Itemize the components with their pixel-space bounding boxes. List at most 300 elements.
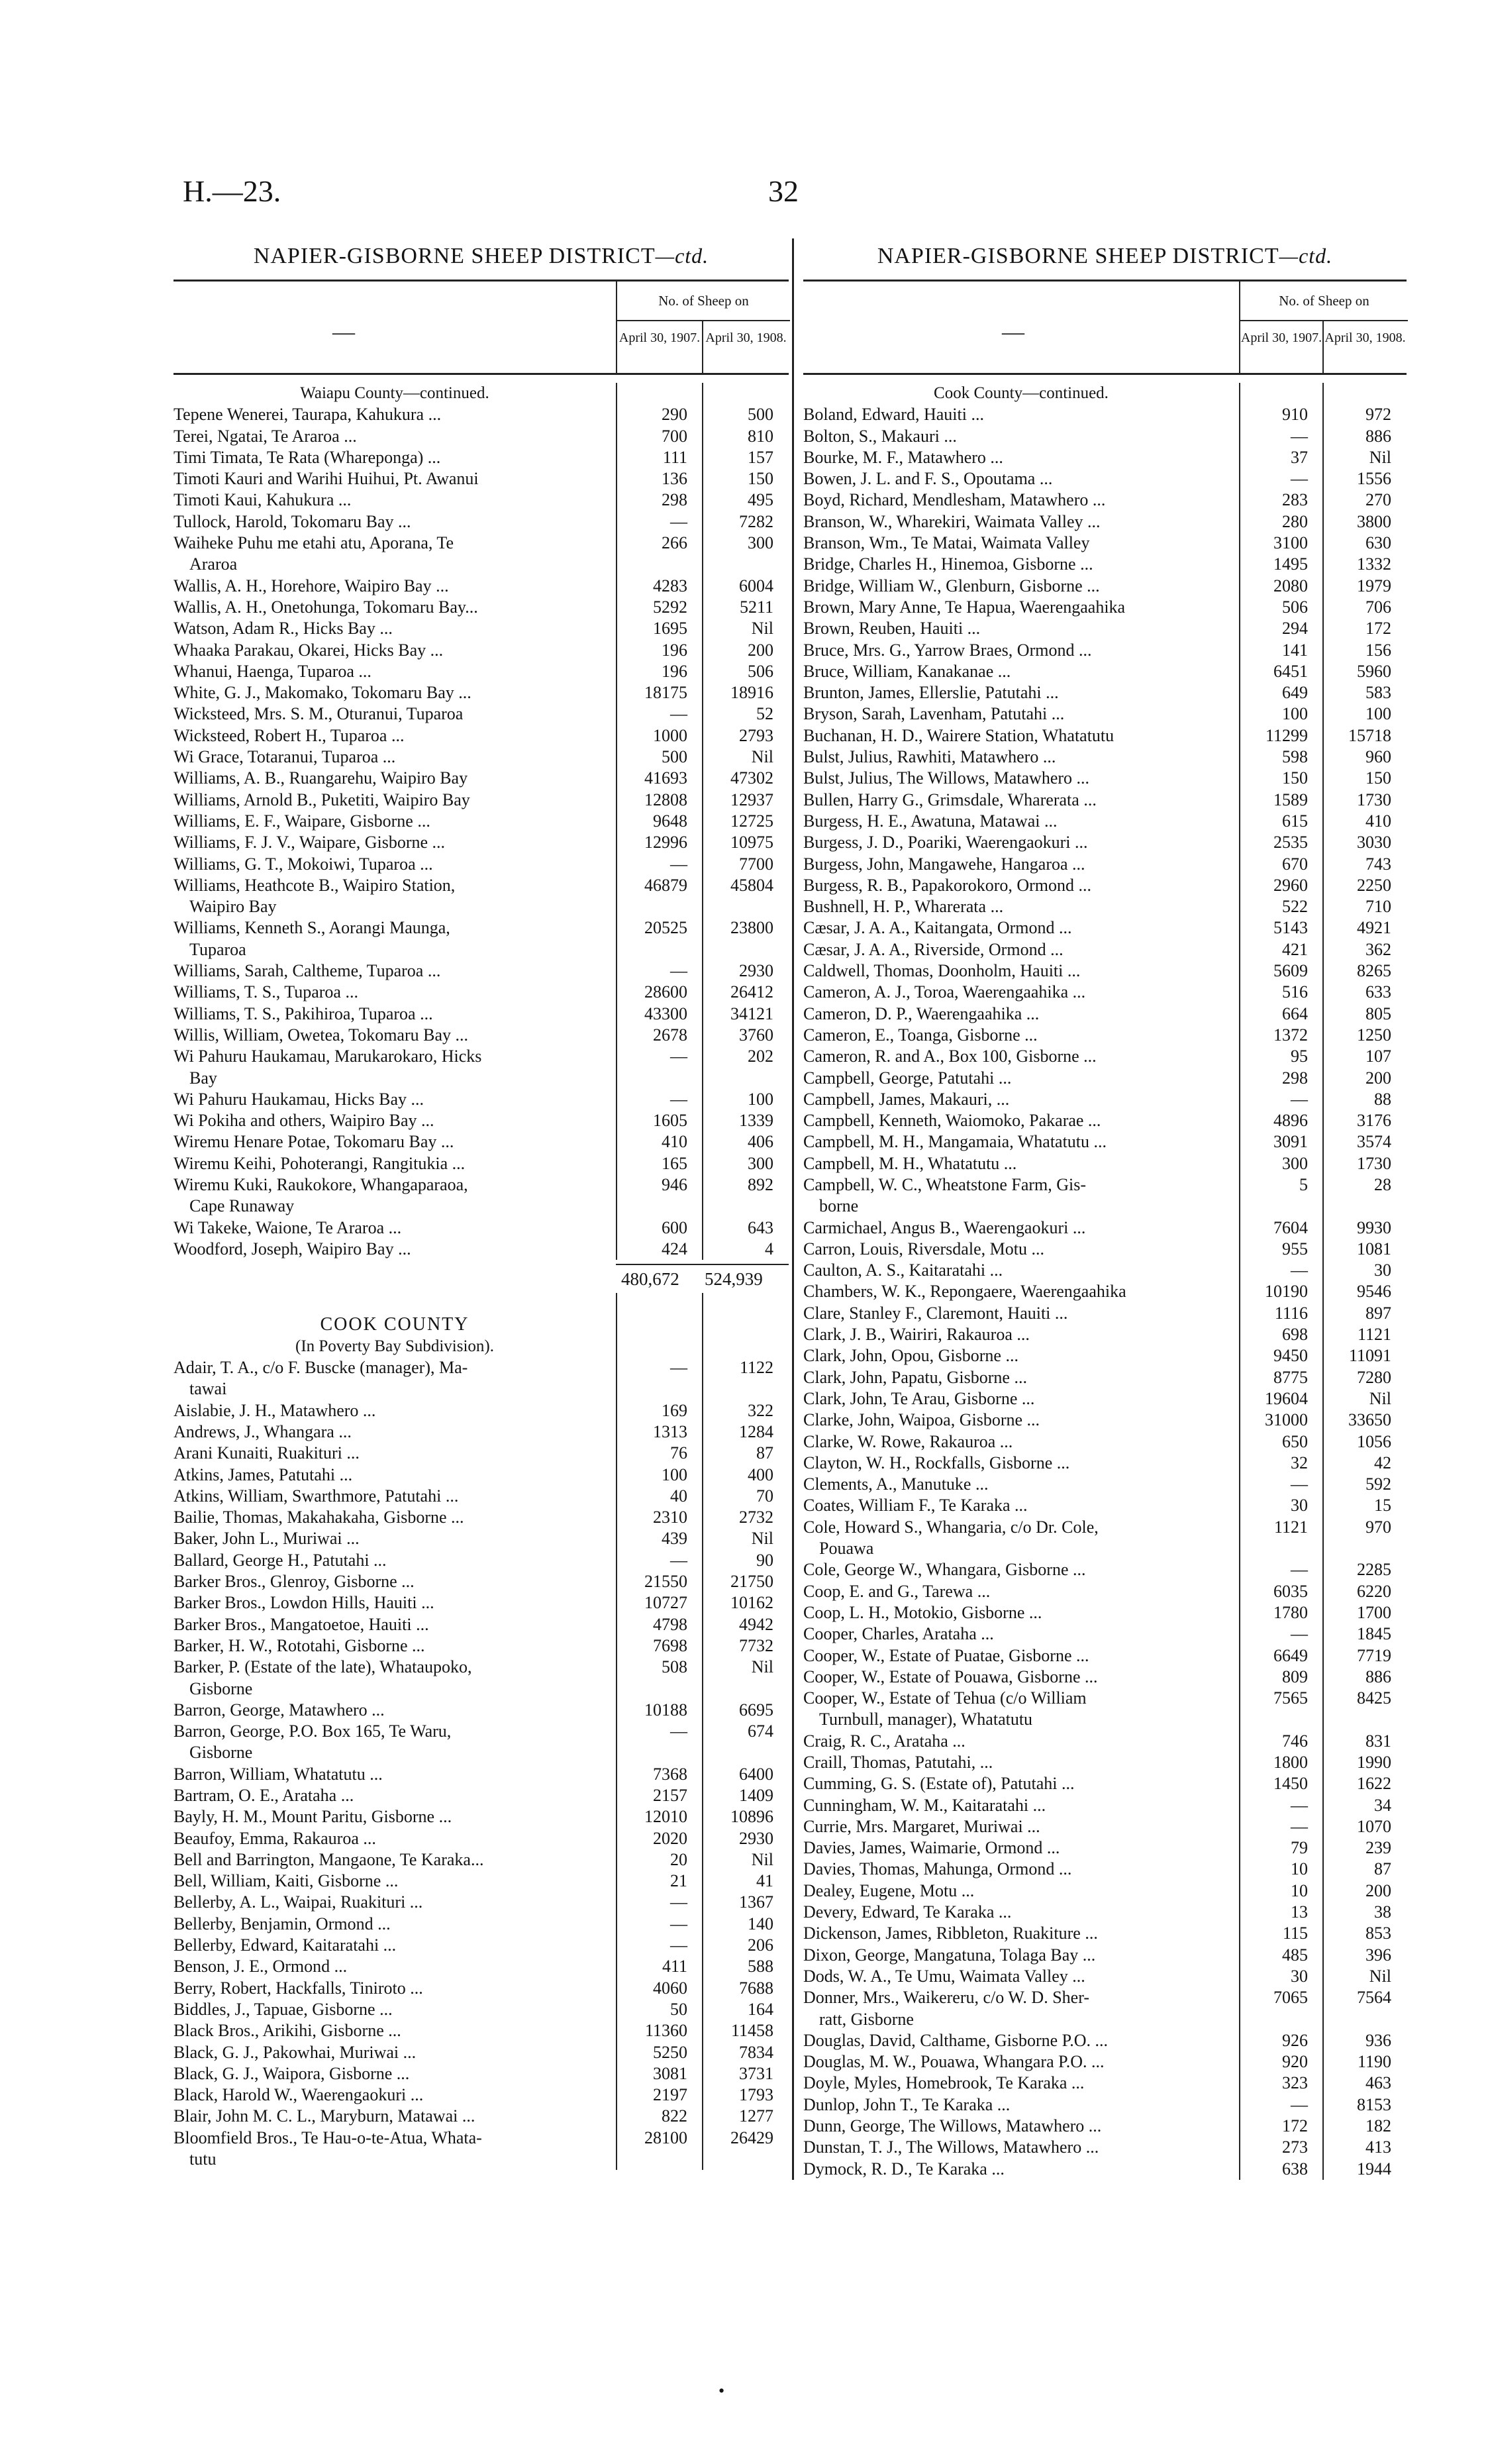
sheep-1908-value: 34 [1374,1795,1391,1815]
left-section-heading: COOK COUNTY [320,1314,470,1335]
left-table-row [173,1550,789,1571]
left-table-row [173,1935,789,1956]
sheep-1908-value: 7719 [1357,1645,1391,1665]
sheep-1908-value: 140 [748,1914,773,1933]
owner-name-address: Arani Kunaiti, Ruakituri ... [173,1443,360,1463]
owner-name-address: Bourke, M. F., Matawhero ... [803,447,1003,467]
sheep-1907-value: 1695 [653,619,687,639]
owner-name-address: Terei, Ngatai, Te Araroa ... [173,426,357,446]
left-table-row [173,939,789,960]
sheep-1908-value: 3176 [1357,1111,1391,1131]
sheep-1907-value: 3100 [1273,533,1308,553]
owner-name-address: tawai [189,1379,227,1399]
sheep-1908-value: 853 [1365,1924,1391,1943]
sheep-1908-value: 1700 [1357,1602,1391,1622]
left-table-row [173,1978,789,1999]
sheep-1908-value: 7834 [739,2042,773,2062]
sheep-1908-value: 1367 [739,1892,773,1912]
sheep-1907-value: 508 [662,1657,687,1677]
left-table-row [173,1131,789,1153]
sheep-1908-value: 3760 [739,1025,773,1045]
right-table-row [803,1303,1407,1324]
owner-name-address: Davies, Thomas, Mahunga, Ormond ... [803,1859,1072,1879]
left-table-row [173,489,789,511]
left-total-1907: 480,672 [621,1269,679,1290]
left-table-row [173,533,789,554]
sheep-1908-value: 10162 [730,1593,773,1613]
right-table-row [803,661,1407,682]
sheep-1908-value: 6695 [739,1700,773,1720]
sheep-1908-value: 960 [1365,747,1391,767]
left-table-row [173,2128,789,2149]
sheep-1907-value: 298 [1282,1068,1308,1088]
header-document-code: H.—23. [183,174,281,208]
owner-name-address: Atkins, William, Swarthmore, Patutahi ... [173,1486,459,1506]
right-table-row [803,1966,1407,1987]
sheep-1907-value: 670 [1282,854,1308,874]
sheep-1907-value: 169 [662,1400,687,1420]
sheep-1908-value: 30 [1374,1260,1391,1280]
sheep-1908-value: 7282 [739,511,773,531]
owner-name-address: Campbell, M. H., Mangamaia, Whatatutu ... [803,1132,1107,1152]
left-table-row [173,682,789,703]
sheep-1907-value: 2080 [1273,576,1308,595]
sheep-1907-value: 522 [1282,897,1308,917]
right-table-row [803,854,1407,875]
right-table-row [803,1239,1407,1260]
sheep-1907-value: 20 [670,1849,687,1869]
sheep-1907-value: 2020 [653,1828,687,1848]
owner-name-address: Bartram, O. E., Arataha ... [173,1786,354,1805]
sheep-1908-value: 9546 [1357,1282,1391,1302]
owner-name-address: Dixon, George, Mangatuna, Tolaga Bay ... [803,1945,1096,1965]
sheep-1907-value: 30 [1291,1966,1308,1986]
sheep-1908-value: 936 [1365,2030,1391,2050]
sheep-1907-value: 323 [1282,2073,1308,2093]
owner-name-address: Bell, William, Kaiti, Gisborne ... [173,1871,399,1891]
owner-name-address: Bulst, Julius, The Willows, Matawhero ... [803,768,1090,788]
sheep-1907-value: 46879 [644,875,687,895]
owner-name-address: Boyd, Richard, Mendlesham, Matawhero ... [803,490,1106,510]
sheep-1907-value: 4896 [1273,1111,1308,1131]
sheep-1907-value: — [670,704,687,724]
owner-name-address: Burgess, H. E., Awatuna, Matawai ... [803,811,1058,831]
right-table-row [803,1345,1407,1366]
left-table-row [173,1068,789,1089]
sheep-1907-value: 43300 [644,1003,687,1023]
right-table-row [803,875,1407,896]
owner-name-address: Barker Bros., Lowdon Hills, Hauiti ... [173,1593,434,1613]
owner-name-address: Craig, R. C., Arataha ... [803,1731,966,1751]
sheep-1908-value: 107 [1365,1047,1391,1066]
left-table-row [173,404,789,425]
sheep-1908-value: 413 [1365,2137,1391,2157]
right-table-row [803,447,1407,468]
sheep-1908-value: 4 [765,1239,773,1258]
right-table-row [803,1667,1407,1688]
sheep-1908-value: Nil [751,619,773,639]
sheep-1907-value: — [1291,2094,1308,2114]
sheep-1907-value: 698 [1282,1325,1308,1345]
owner-name-address: Bolton, S., Makauri ... [803,426,957,446]
owner-name-address: Dickenson, James, Ribbleton, Ruakiture ... [803,1924,1098,1943]
sheep-1908-value: 6220 [1357,1581,1391,1601]
left-table-row [173,1592,789,1614]
sheep-1907-value: 5292 [653,597,687,617]
sheep-1908-value: 42 [1374,1453,1391,1472]
sheep-1907-value: — [670,1358,687,1378]
sheep-1908-value: 805 [1365,1003,1391,1023]
owner-name-address: Watson, Adam R., Hicks Bay ... [173,619,393,639]
owner-name-address: Blair, John M. C. L., Maryburn, Matawai ... [173,2106,475,2126]
sheep-1907-value: 439 [662,1529,687,1549]
owner-name-address: Wi Pokiha and others, Waipiro Bay ... [173,1111,434,1131]
owner-name-address: Pouawa [819,1539,874,1559]
sheep-1907-value: 294 [1282,619,1308,639]
sheep-1908-value: 87 [756,1443,773,1463]
sheep-1908-value: 6400 [739,1764,773,1784]
sheep-1907-value: 111 [662,447,687,467]
right-table-row [803,790,1407,811]
left-table-row [173,1110,789,1131]
sheep-1907-value: — [1291,1560,1308,1580]
owner-name-address: Williams, G. T., Mokoiwi, Tuparoa ... [173,854,433,874]
right-table-row [803,1773,1407,1794]
owner-name-address: Brown, Reuben, Hauiti ... [803,619,981,639]
sheep-1908-value: 9930 [1357,1217,1391,1237]
sheep-1908-value: 2285 [1357,1560,1391,1580]
right-table-row [803,618,1407,639]
sheep-1908-value: 11091 [1348,1346,1391,1366]
owner-name-address: Wicksteed, Robert H., Tuparoa ... [173,725,405,745]
left-table-row [173,1956,789,1977]
right-table-row [803,746,1407,768]
owner-name-address: Bulst, Julius, Rawhiti, Matawhero ... [803,747,1056,767]
left-table-row [173,1421,789,1443]
sheep-1908-value: 10975 [730,833,773,852]
sheep-1907-value: 649 [1282,683,1308,703]
owner-name-address: Devery, Edward, Te Karaka ... [803,1902,1012,1922]
sheep-1908-value: 5960 [1357,661,1391,681]
sheep-1908-value: 1070 [1357,1816,1391,1836]
owner-name-address: Donner, Mrs., Waikereru, c/o W. D. Sher- [803,1988,1089,2008]
left-table-row [173,1742,789,1763]
left-table-row [173,554,789,575]
sheep-1907-value: 1116 [1274,1303,1308,1323]
owner-name-address: Williams, T. S., Pakihiroa, Tuparoa ... [173,1003,433,1023]
left-table-row [173,618,789,639]
sheep-1907-value: 2157 [653,1786,687,1805]
sheep-1907-value: 6451 [1273,661,1308,681]
sheep-1907-value: 822 [662,2106,687,2126]
owner-name-address: Whaaka Parakau, Okarei, Hicks Bay ... [173,640,444,660]
sheep-1908-value: 26412 [730,982,773,1002]
sheep-1907-value: 421 [1282,939,1308,959]
page-number: 32 [768,174,799,208]
owner-name-address: Clayton, W. H., Rockfalls, Gisborne ... [803,1453,1070,1472]
right-table-row [803,1324,1407,1345]
sheep-1908-value: 706 [1365,597,1391,617]
owner-name-address: Bullen, Harry G., Grimsdale, Wharerata ... [803,790,1097,809]
right-table-row [803,1581,1407,1602]
sheep-1907-value: 411 [662,1957,687,1976]
owner-name-address: Cape Runaway [189,1196,295,1216]
left-spacer [173,1293,789,1314]
left-header-1907: April 30, 1907. [616,320,702,373]
sheep-1908-value: 362 [1365,939,1391,959]
sheep-1907-value: 650 [1282,1431,1308,1451]
sheep-1907-value: 506 [1282,597,1308,617]
sheep-1907-value: 266 [662,533,687,553]
owner-name-address: Cooper, W., Estate of Puatae, Gisborne ... [803,1645,1089,1665]
sheep-1908-value: 322 [748,1400,773,1420]
right-table-row [803,1046,1407,1067]
right-table-row [803,533,1407,554]
owner-name-address: Barker, H. W., Rototahi, Gisborne ... [173,1635,425,1655]
sheep-1907-value: 6035 [1273,1581,1308,1601]
right-table-row [803,1217,1407,1239]
owner-name-address: Benson, J. E., Ormond ... [173,1957,348,1976]
sheep-1908-value: 156 [1365,640,1391,660]
right-table-row [803,1816,1407,1837]
owner-name-address: Williams, Sarah, Caltheme, Tuparoa ... [173,961,441,981]
sheep-1908-value: 588 [748,1957,773,1976]
owner-name-address: Bruce, Mrs. G., Yarrow Braes, Ormond ... [803,640,1092,660]
sheep-1908-value: 28 [1374,1174,1391,1194]
left-table-row [173,1914,789,1935]
sheep-1907-value: 40 [670,1486,687,1506]
left-title-suffix: —ctd. [655,244,709,268]
sheep-1908-value: 463 [1365,2073,1391,2093]
right-table-row [803,1025,1407,1046]
sheep-1908-value: 88 [1374,1089,1391,1109]
sheep-1907-value: 5143 [1273,918,1308,938]
owner-name-address: Douglas, M. W., Pouawa, Whangara P.O. ... [803,2052,1105,2072]
sheep-1908-value: Nil [751,747,773,767]
owner-name-address: Black, G. J., Waipora, Gisborne ... [173,2063,410,2083]
owner-name-address: Boland, Edward, Hauiti ... [803,405,984,425]
sheep-1907-value: 1589 [1273,790,1308,809]
left-table-row [173,1785,789,1806]
sheep-1908-value: 270 [1365,490,1391,510]
sheep-1907-value: 424 [662,1239,687,1258]
right-table-row [803,1902,1407,1923]
owner-name-address: Black Bros., Arikihi, Gisborne ... [173,2021,401,2041]
sheep-1908-value: 886 [1365,426,1391,446]
right-table-row [803,1923,1407,1944]
owner-name-address: Biddles, J., Tapuae, Gisborne ... [173,1999,393,2019]
right-table-row [803,811,1407,832]
right-table-row [803,1281,1407,1302]
right-table-row [803,1731,1407,1752]
sheep-1907-value: 273 [1282,2137,1308,2157]
sheep-1907-value: 19604 [1265,1388,1308,1408]
left-table-row [173,1999,789,2020]
left-table-row [173,1571,789,1592]
owner-name-address: Cumming, G. S. (Estate of), Patutahi ... [803,1774,1075,1794]
sheep-1908-value: Nil [1369,447,1391,467]
owner-name-address: Cameron, E., Toanga, Gisborne ... [803,1025,1038,1045]
owner-name-address: Whanui, Haenga, Tuparoa ... [173,661,372,681]
left-total-rule [616,1264,789,1265]
left-header-no-of-sheep: No. of Sheep on [616,282,790,321]
sheep-1907-value: 11299 [1265,725,1308,745]
sheep-1908-value: 182 [1365,2116,1391,2136]
right-table-row [803,1859,1407,1880]
sheep-1907-value: 37 [1291,447,1308,467]
sheep-1908-value: 1277 [739,2106,773,2126]
sheep-1908-value: 500 [748,405,773,425]
left-table-row [173,1828,789,1849]
sheep-1907-value: 664 [1282,1003,1308,1023]
sheep-1908-value: 2930 [739,1828,773,1848]
sheep-1908-value: Nil [751,1849,773,1869]
right-title-suffix: —ctd. [1279,244,1333,268]
left-table-row [173,426,789,447]
sheep-1907-value: 7065 [1273,1988,1308,2008]
owner-name-address: Dymock, R. D., Te Karaka ... [803,2159,1005,2179]
owner-name-address: Barker Bros., Mangatoetoe, Hauiti ... [173,1614,429,1634]
owner-name-address: tutu [189,2149,217,2169]
left-table-row [173,511,789,533]
sheep-1907-value: — [1291,469,1308,489]
left-table-row [173,1464,789,1486]
sheep-1908-value: 2732 [739,1508,773,1527]
sheep-1907-value: 6649 [1273,1645,1308,1665]
sheep-1908-value: 8425 [1357,1688,1391,1708]
sheep-1908-value: 12937 [730,790,773,809]
owner-name-address: Berry, Robert, Hackfalls, Tiniroto ... [173,1978,423,1998]
owner-name-address: Campbell, W. C., Wheatstone Farm, Gis- [803,1174,1087,1194]
owner-name-address: Craill, Thomas, Patutahi, ... [803,1753,993,1772]
sheep-1908-value: 1730 [1357,1153,1391,1173]
sheep-1908-value: 2250 [1357,875,1391,895]
sheep-1908-value: 1793 [739,2085,773,2105]
sheep-1908-value: 495 [748,490,773,510]
sheep-1908-value: 1944 [1357,2159,1391,2179]
right-header-dash: — [1002,320,1024,344]
sheep-1907-value: 41693 [644,768,687,788]
left-table-row [173,640,789,661]
sheep-1908-value: 3800 [1357,511,1391,531]
sheep-1908-value: 7700 [739,854,773,874]
sheep-1907-value: 100 [1282,704,1308,724]
right-table-row [803,2159,1407,2180]
sheep-1907-value: 9648 [653,811,687,831]
sheep-1908-value: 15718 [1348,725,1391,745]
owner-name-address: Atkins, James, Patutahi ... [173,1464,353,1484]
left-header-dash: — [332,320,355,344]
sheep-1908-value: 45804 [730,875,773,895]
owner-name-address: Bay [189,1068,217,1088]
sheep-1908-value: 10896 [730,1807,773,1827]
sheep-1908-value: 583 [1365,683,1391,703]
owner-name-address: Cameron, D. P., Waerengaahika ... [803,1003,1040,1023]
sheep-1908-value: 26429 [730,2128,773,2147]
owner-name-address: Bellerby, Benjamin, Ormond ... [173,1914,391,1933]
owner-name-address: Bushnell, H. P., Wharerata ... [803,897,1004,917]
sheep-1907-value: — [1291,426,1308,446]
right-table-row [803,960,1407,982]
sheep-1908-value: 4921 [1357,918,1391,938]
sheep-1907-value: — [1291,1474,1308,1494]
right-column-rule [1239,383,1240,2180]
left-table-row [173,1528,789,1549]
sheep-1908-value: 897 [1365,1303,1391,1323]
left-table-row [173,1806,789,1827]
owner-name-address: Branson, W., Wharekiri, Waimata Valley ... [803,511,1101,531]
sheep-1907-value: 485 [1282,1945,1308,1965]
sheep-1908-value: 396 [1365,1945,1391,1965]
owner-name-address: Adair, T. A., c/o F. Buscke (manager), Ma- [173,1358,468,1378]
right-header-1907: April 30, 1907. [1239,320,1322,373]
right-table-row [803,489,1407,511]
right-table-row [803,1174,1407,1196]
left-table-row [173,1046,789,1067]
owner-name-address: Campbell, George, Patutahi ... [803,1068,1012,1088]
owner-name-address: Brown, Mary Anne, Te Hapua, Waerengaahika [803,597,1126,617]
sheep-1908-value: 3731 [739,2063,773,2083]
owner-name-address: Douglas, David, Calthame, Gisborne P.O. ... [803,2030,1109,2050]
right-section-heading: Cook County—continued. [934,384,1109,402]
sheep-1907-value: 2535 [1273,833,1308,852]
left-table-row [173,811,789,832]
owner-name-address: Black, G. J., Pakowhai, Muriwai ... [173,2042,417,2062]
sheep-1908-value: 164 [748,1999,773,2019]
right-table-row [803,1645,1407,1667]
owner-name-address: Bailie, Thomas, Makahakaha, Gisborne ... [173,1508,464,1527]
sheep-1908-value: 406 [748,1132,773,1152]
left-table-row [173,1378,789,1400]
sheep-1907-value: 4798 [653,1614,687,1634]
right-table-row [803,1752,1407,1773]
left-section-heading: Waiapu County—continued. [300,384,489,402]
owner-name-address: Tepene Wenerei, Taurapa, Kahukura ... [173,405,442,425]
right-table-row [803,1003,1407,1025]
right-table-row [803,1453,1407,1474]
sheep-1907-value: 5 [1299,1174,1308,1194]
sheep-1908-value: 1622 [1357,1774,1391,1794]
sheep-1908-value: 33650 [1348,1410,1391,1430]
right-table-row [803,640,1407,661]
right-table-row [803,982,1407,1003]
owner-name-address: Williams, A. B., Ruangarehu, Waipiro Bay [173,768,468,788]
sheep-1907-value: 283 [1282,490,1308,510]
sheep-1908-value: 8265 [1357,961,1391,981]
sheep-1908-value: 674 [748,1721,773,1741]
owner-name-address: Cooper, Charles, Arataha ... [803,1624,994,1644]
left-table-row [173,2106,789,2127]
right-table-row [803,1837,1407,1859]
right-table-row [803,1431,1407,1453]
sheep-1908-value: 2793 [739,725,773,745]
owner-name-address: Clarke, W. Rowe, Rakauroa ... [803,1431,1013,1451]
left-table-row [173,725,789,746]
sheep-1908-value: 1339 [739,1111,773,1131]
sheep-1907-value: — [1291,1816,1308,1836]
sheep-1907-value: — [670,1721,687,1741]
owner-name-address: Wallis, A. H., Onetohunga, Tokomaru Bay... [173,597,478,617]
owner-name-address: Bayly, H. M., Mount Paritu, Gisborne ... [173,1807,452,1827]
sheep-1907-value: 700 [662,426,687,446]
owner-name-address: Wi Grace, Totaranui, Tuparoa ... [173,747,396,767]
sheep-1908-value: 1056 [1357,1431,1391,1451]
sheep-1908-value: 150 [1365,768,1391,788]
sheep-1908-value: 157 [748,447,773,467]
sheep-1908-value: 12725 [730,811,773,831]
sheep-1908-value: 11458 [730,2021,773,2041]
left-table-row [173,1871,789,1892]
